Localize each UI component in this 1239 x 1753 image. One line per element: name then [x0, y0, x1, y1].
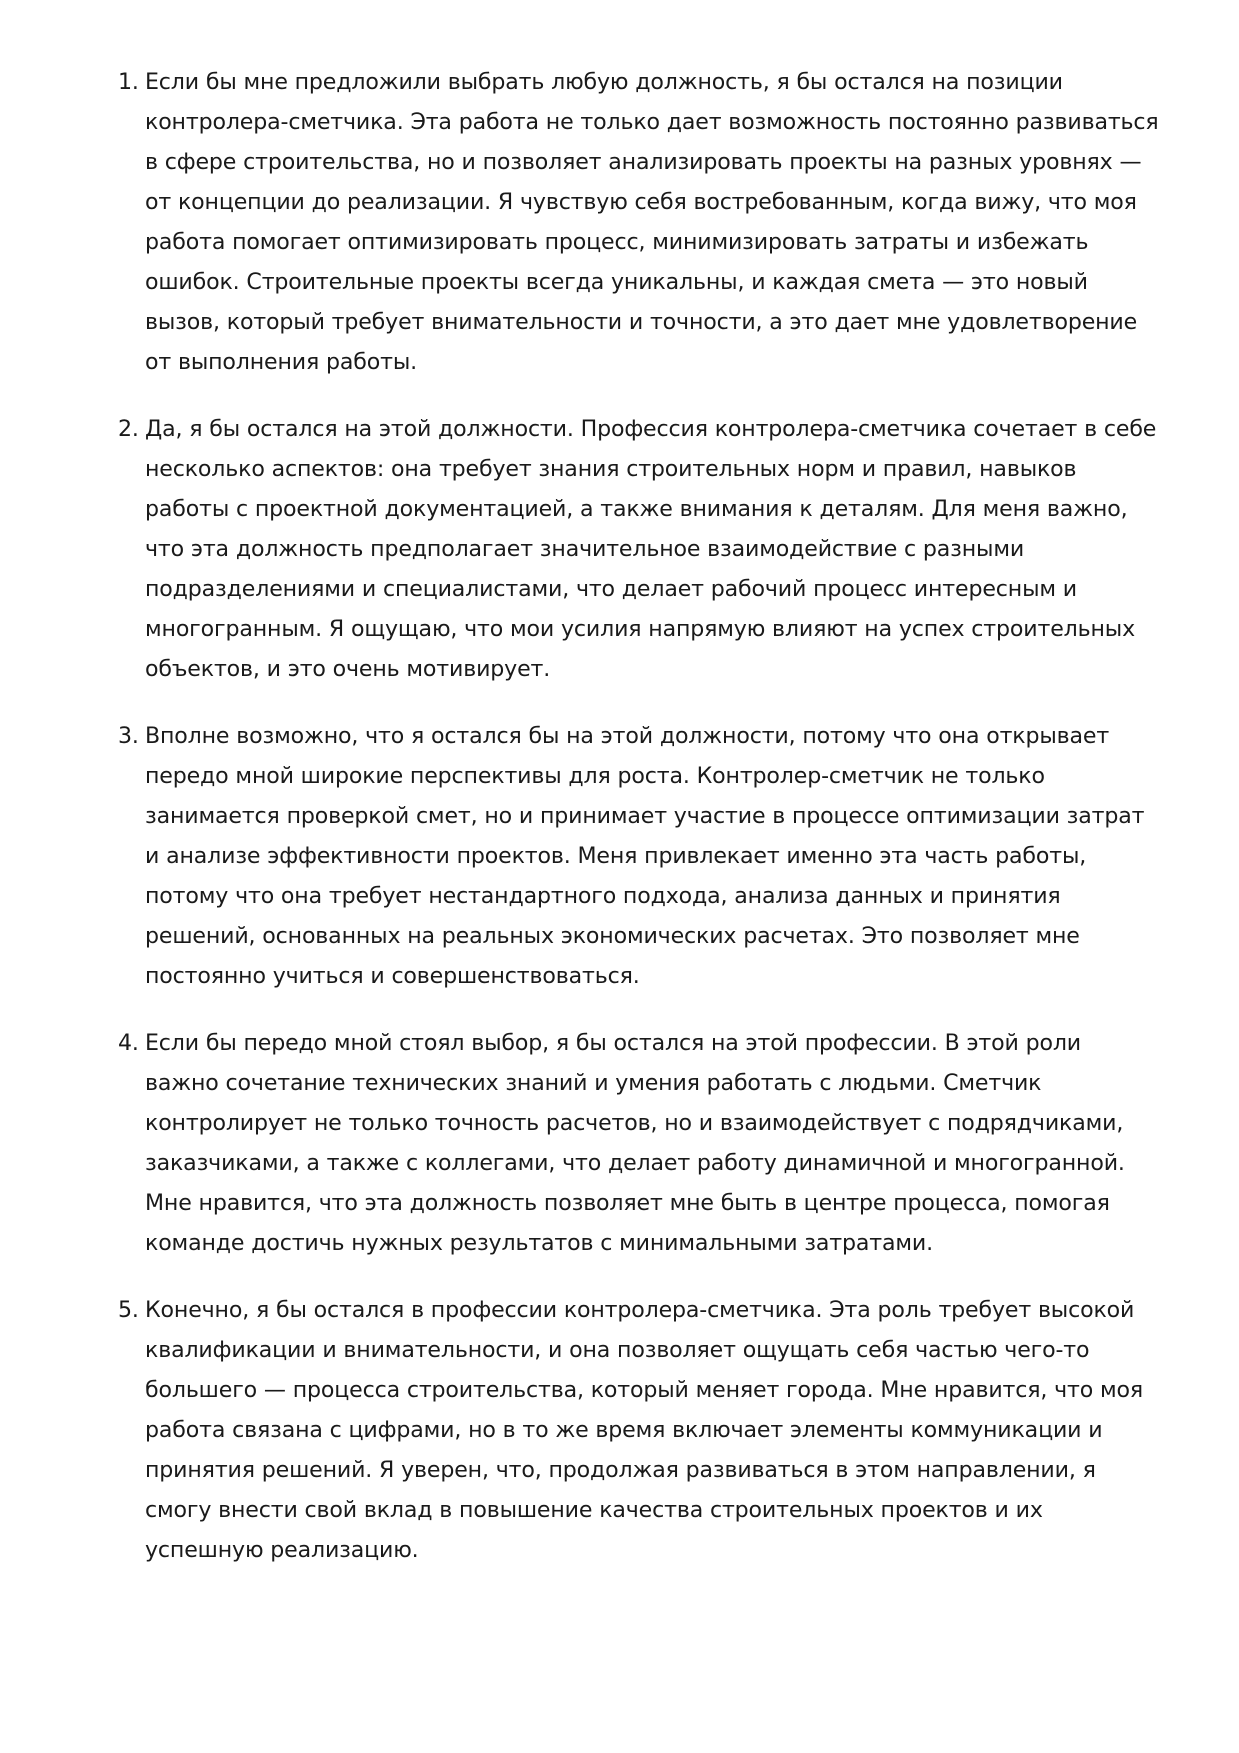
- answer-item-2: [118, 409, 1159, 689]
- answer-item-1: [118, 62, 1159, 382]
- answer-number: 2.: [118, 416, 139, 442]
- answer-text: Вполне возможно, что я остался бы на этой должности, потому что она открывает передо мной широкие перспективы для роста. Контролер-сметчик не только занимается проверкой смет, но и принимает участие в процессе оптимизации затрат и анализе эффективности проектов. Меня привлекает именно эта часть работы, потому что она требует нестандартного подхода, анализа данных и принятия решений, основанных на реальных экономических расчетах. Это позволяет мне постоянно учиться и совершенствоваться.: [145, 723, 1145, 989]
- answer-number: 1.: [118, 69, 139, 95]
- answer-text: Конечно, я бы остался в профессии контролера-сметчика. Эта роль требует высокой квалификации и внимательности, и она позволяет ощущать себя частью чего-то большего — процесса строительства, который меняет города. Мне нравится, что моя работа связана с цифрами, но в то же время включает элементы коммуникации и принятия решений. Я уверен, что, продолжая развиваться в этом направлении, я смогу внести свой вклад в повышение качества строительных проектов и их успешную реализацию.: [145, 1297, 1144, 1563]
- answer-number: 3.: [118, 723, 139, 749]
- answer-number: 4.: [118, 1030, 139, 1056]
- answer-number: 5.: [118, 1297, 139, 1323]
- answer-text: Если бы мне предложили выбрать любую должность, я бы остался на позиции контролера-сметчика. Эта работа не только дает возможность постоянно развиваться в сфере строительства, но и позволяет анализировать проекты на разных уровнях — от концепции до реализации. Я чувствую себя востребованным, когда вижу, что моя работа помогает оптимизировать процесс, минимизировать затраты и избежать ошибок. Строительные проекты всегда уникальны, и каждая смета — это новый вызов, который требует внимательности и точности, а это дает мне удовлетворение от выполнения работы.: [145, 69, 1159, 375]
- answer-text: Да, я бы остался на этой должности. Профессия контролера-сметчика сочетает в себе несколько аспектов: она требует знания строительных норм и правил, навыков работы с проектной документацией, а также внимания к деталям. Для меня важно, что эта должность предполагает значительное взаимодействие с разными подразделениями и специалистами, что делает рабочий процесс интересным и многогранным. Я ощущаю, что мои усилия напрямую влияют на успех строительных объектов, и это очень мотивирует.: [145, 416, 1157, 682]
- answer-list: [118, 62, 1159, 1570]
- answer-item-4: [118, 1023, 1159, 1263]
- answer-text: Если бы передо мной стоял выбор, я бы остался на этой профессии. В этой роли важно сочетание технических знаний и умения работать с людьми. Сметчик контролирует не только точность расчетов, но и взаимодействует с подрядчиками, заказчиками, а также с коллегами, что делает работу динамичной и многогранной. Мне нравится, что эта должность позволяет мне быть в центре процесса, помогая команде достичь нужных результатов с минимальными затратами.: [145, 1030, 1125, 1256]
- answer-item-3: [118, 716, 1159, 996]
- answer-item-5: [118, 1290, 1159, 1570]
